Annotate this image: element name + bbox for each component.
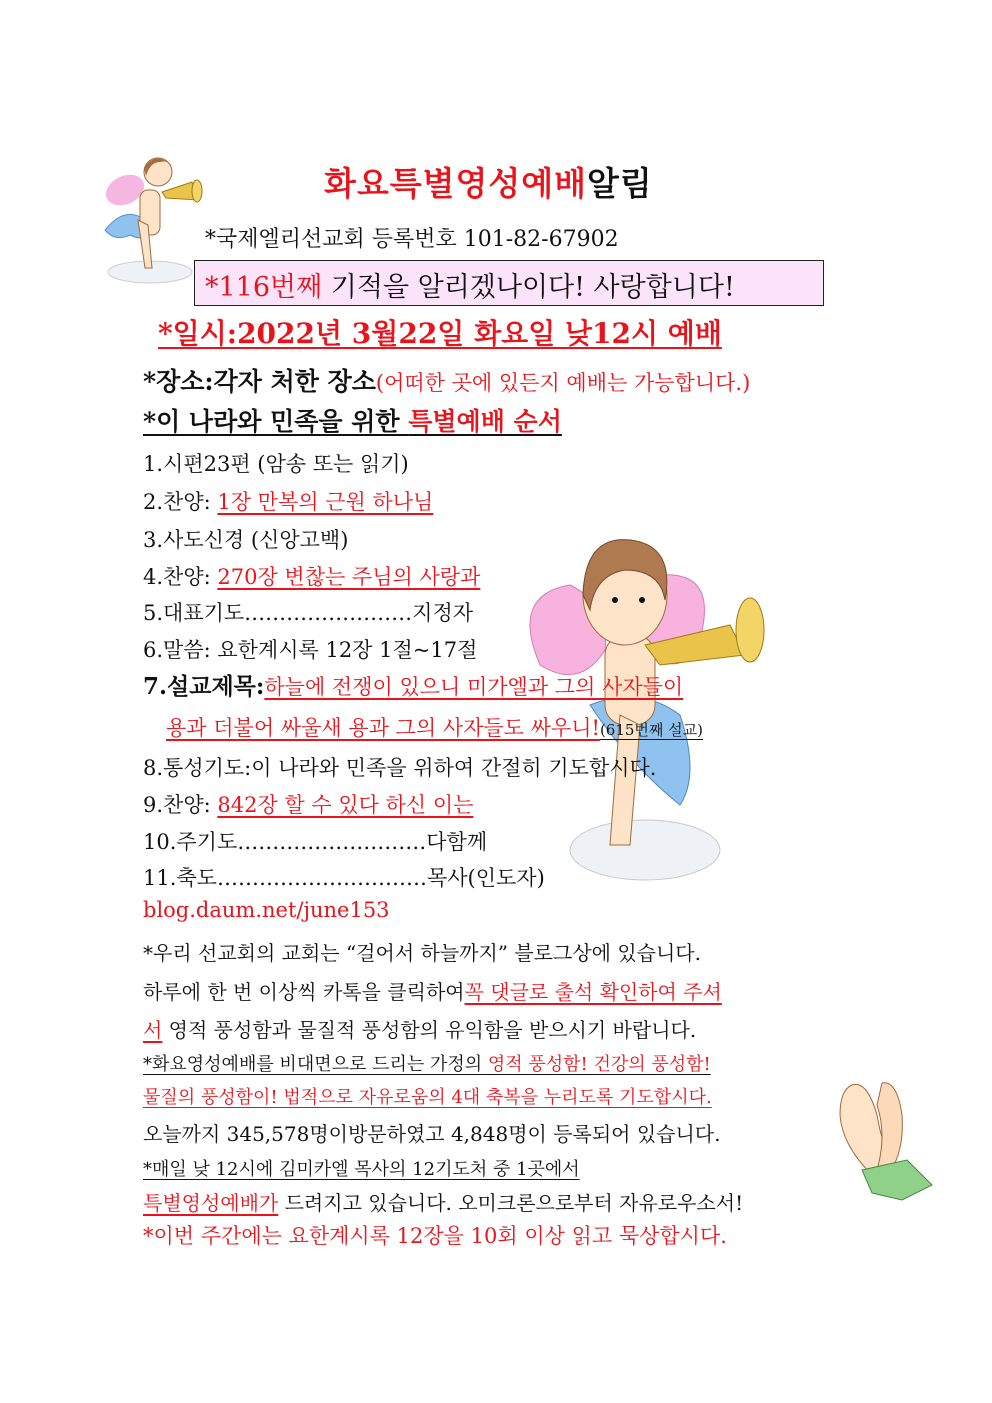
- banner-message: 기적을 알리겠나이다! 사랑합니다!: [322, 272, 735, 303]
- title-black-part: 알림: [587, 164, 653, 203]
- order-item-2-label: 2.찬양:: [143, 490, 218, 514]
- info-line-3-red: 서: [143, 1018, 163, 1042]
- info-line-2-red: 꼭 댓글로 출석 확인하여 주셔: [464, 980, 722, 1004]
- order-item-7: [143, 668, 683, 701]
- info-line-3-black: 영적 풍성함과 물질적 풍성함의 유익함을 받으시기 바랍니다.: [162, 1018, 697, 1042]
- service-datetime: *일시:2022년 3월22일 화요일 낮12시 예배: [158, 317, 722, 350]
- order-item-7-continued: [166, 712, 703, 742]
- daily-service-red: 특별영성예배가: [143, 1191, 279, 1215]
- order-item-4: [143, 561, 480, 591]
- blessing-line-1-black: *화요영성예배를 비대면으로 드리는 가정의: [143, 1054, 488, 1075]
- blessing-line-1: [143, 1050, 711, 1076]
- info-line-2: [143, 976, 722, 1005]
- order-item-7-label: 7.설교제목:: [143, 673, 265, 700]
- order-item-9-hymn: 842장 할 수 있다 하신 이는: [217, 793, 474, 817]
- service-place: [143, 362, 750, 398]
- blessing-line-2: 물질의 풍성함이! 법적으로 자유로움의 4대 축복을 누리도록 기도합시다.: [143, 1087, 712, 1108]
- order-item-6: 6.말씀: 요한계시록 12장 1절~17절: [143, 638, 478, 662]
- title-red-part: 화요특별영성예배: [324, 164, 588, 203]
- order-item-2: [143, 486, 433, 516]
- sermon-number-note: (615번째 설교): [599, 721, 704, 739]
- sermon-title-line-1: 하늘에 전쟁이 있으니 미가엘과 그의 사자들이: [264, 675, 684, 699]
- order-heading-black: *이 나라와 민족을 위한: [143, 407, 409, 436]
- order-item-9: [143, 789, 473, 819]
- blessing-line-1-red: 영적 풍성함! 건강의 풍성함!: [487, 1054, 711, 1075]
- page-title: [324, 158, 653, 205]
- info-line-1: *우리 선교회의 교회는 “걸어서 하늘까지” 블로그상에 있습니다.: [143, 941, 701, 965]
- weekly-reading-note: *이번 주간에는 요한계시록 12장을 10회 이상 읽고 묵상합시다.: [143, 1224, 727, 1248]
- order-item-4-hymn: 270장 변찮는 주님의 사랑과: [217, 565, 481, 589]
- registration-number: *국제엘리선교회 등록번호 101-82-67902: [205, 227, 619, 252]
- info-line-2-black: 하루에 한 번 이상씩 카톡을 클릭하여: [143, 980, 465, 1004]
- info-line-3: [143, 1014, 696, 1043]
- banner-count: *116번째: [205, 272, 323, 303]
- order-heading: [143, 402, 562, 438]
- sermon-title-line-2: 용과 더불어 싸울새 용과 그의 사자들도 싸우니!: [166, 716, 600, 740]
- order-item-1: 1.시편23편 (암송 또는 읽기): [143, 452, 409, 476]
- service-count-banner: [194, 260, 824, 306]
- small-angel-image: [100, 150, 205, 285]
- order-item-8: 8.통성기도:이 나라와 민족을 위하여 간절히 기도합시다.: [143, 756, 657, 780]
- place-note: (어떠한 곳에 있든지 예배는 가능합니다.): [375, 371, 751, 395]
- large-angel-image: [510, 515, 780, 890]
- visitor-stats: 오늘까지 345,578명이방문하였고 4,848명이 등록되어 있습니다.: [143, 1122, 721, 1146]
- blog-link[interactable]: blog.daum.net/june153: [143, 898, 390, 922]
- daily-service-line-2: [143, 1187, 743, 1216]
- order-item-5: 5.대표기도……………………지정자: [143, 601, 474, 625]
- order-item-9-label: 9.찬양:: [143, 793, 218, 817]
- place-label: *장소:각자 처한 장소: [143, 367, 376, 396]
- order-item-2-hymn: 1장 만복의 근원 하나님: [217, 490, 434, 514]
- order-heading-red: 특별예배 순서: [408, 407, 562, 436]
- praying-hands-image: [832, 1075, 937, 1205]
- order-item-4-label: 4.찬양:: [143, 565, 218, 589]
- daily-service-line-1: *매일 낮 12시에 김미카엘 목사의 12기도처 중 1곳에서: [143, 1159, 580, 1180]
- daily-service-black: 드려지고 있습니다. 오미크론으로부터 자유로우소서!: [278, 1191, 744, 1215]
- order-item-10: 10.주기도………………………다함께: [143, 830, 488, 854]
- order-item-11: 11.축도…………………………목사(인도자): [143, 866, 545, 890]
- order-item-3: 3.사도신경 (신앙고백): [143, 528, 349, 552]
